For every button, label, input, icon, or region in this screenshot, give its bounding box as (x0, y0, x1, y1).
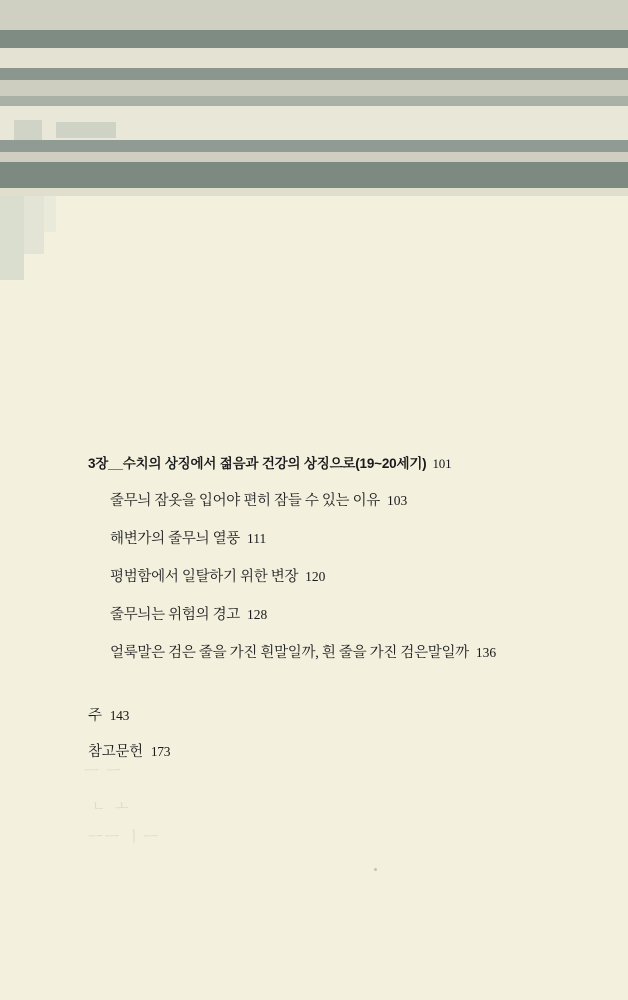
stripe-8 (0, 140, 628, 152)
toc-entry-page: 103 (387, 493, 408, 508)
stripe-3 (0, 48, 628, 68)
stripe-6 (0, 96, 628, 106)
toc-back-matter (88, 704, 548, 761)
stripe-10 (0, 162, 628, 188)
show-through-artifact-3: ㅡㅡ ㅣㅡ (88, 830, 160, 846)
toc-chapter-page: 101 (432, 456, 452, 471)
toc-entry (88, 565, 548, 586)
toc-entry (88, 527, 548, 548)
ghost-block-e (44, 196, 56, 232)
table-of-contents (88, 452, 548, 761)
ghost-block-b (56, 122, 116, 138)
toc-entry-label: 줄무늬 잠옷을 입어야 편히 잠들 수 있는 이유 (110, 493, 380, 509)
toc-back-page: 143 (109, 708, 130, 723)
toc-entry-label: 줄무늬는 위험의 경고 (110, 607, 241, 623)
toc-entry (88, 603, 548, 624)
stripe-2 (0, 30, 628, 48)
toc-entry-label: 해변가의 줄무늬 열풍 (110, 531, 241, 547)
toc-entry-page: 111 (247, 531, 267, 546)
stripe-9 (0, 152, 628, 162)
scanner-header-stripes (0, 0, 628, 196)
paper-speck (374, 868, 377, 871)
toc-chapter-heading (88, 452, 548, 472)
toc-entry-label: 평범함에서 일탈하기 위한 변장 (110, 569, 299, 585)
toc-back-item (88, 740, 548, 761)
toc-entry (88, 641, 548, 662)
ghost-block-a (14, 120, 42, 140)
toc-back-item (88, 704, 548, 725)
toc-back-label: 주 (88, 708, 102, 724)
toc-back-page: 173 (150, 744, 171, 759)
toc-entry-page: 128 (247, 607, 268, 622)
ghost-block-d (24, 196, 44, 254)
toc-entry (88, 489, 548, 510)
stripe-11 (0, 188, 628, 196)
toc-entry-label: 얼룩말은 검은 줄을 가진 흰말일까, 흰 줄을 가진 검은말일까 (110, 645, 469, 661)
show-through-artifact-2: ㄴ ㅗ (92, 800, 132, 815)
toc-chapter-label: 3장__수치의 상징에서 젊음과 건강의 상징으로(19~20세기) (88, 456, 427, 471)
show-through-artifact-1: ㅡ ㅡ (84, 764, 123, 780)
ghost-block-c (0, 196, 24, 280)
toc-back-label: 참고문헌 (88, 744, 143, 760)
toc-entry-page: 136 (475, 645, 497, 660)
toc-entry-page: 120 (305, 569, 326, 584)
stripe-5 (0, 80, 628, 96)
stripe-1 (0, 0, 628, 30)
stripe-4 (0, 68, 628, 80)
